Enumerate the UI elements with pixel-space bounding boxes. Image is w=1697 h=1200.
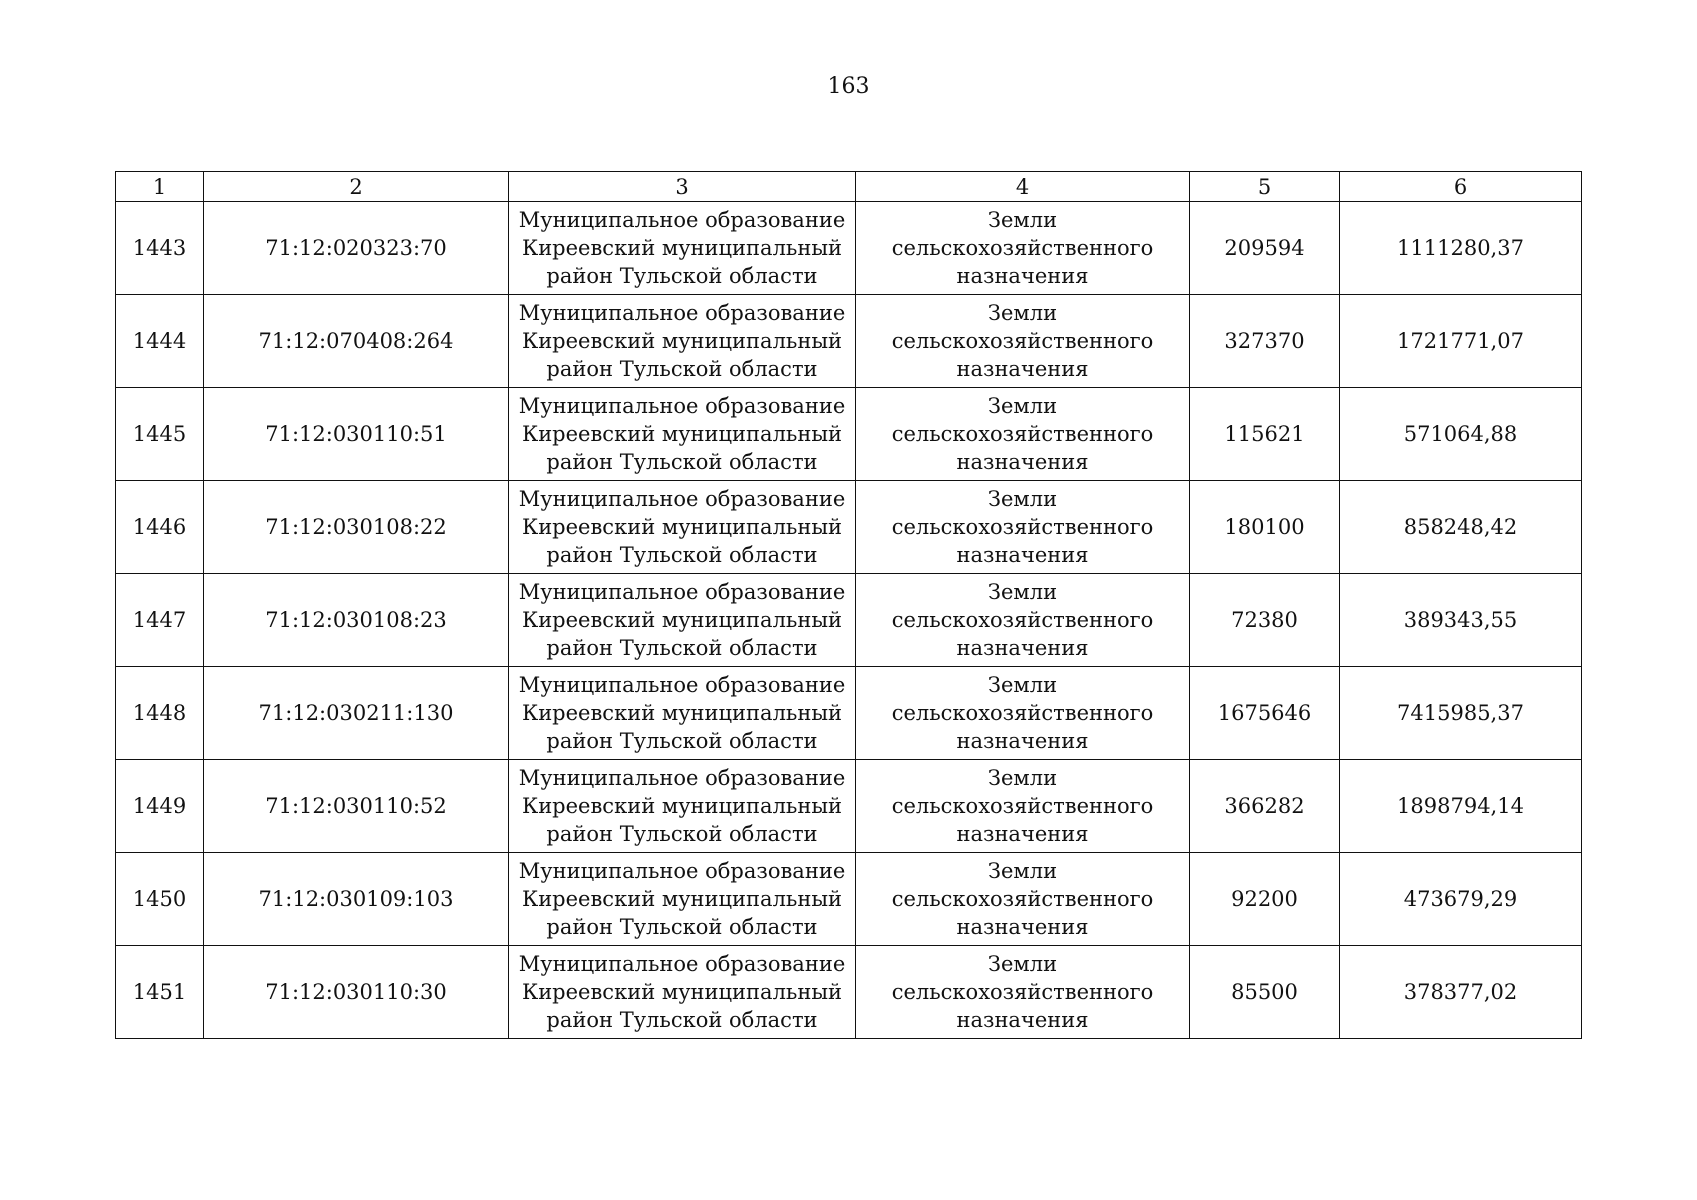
owner: Муниципальное образование Киреевский муниципальный район Тульской области [509,388,856,481]
area: 92200 [1190,853,1340,946]
cadastral-number: 71:12:030108:22 [204,481,509,574]
area: 85500 [1190,946,1340,1039]
owner: Муниципальное образование Киреевский муниципальный район Тульской области [509,481,856,574]
cadastral-number: 71:12:030110:52 [204,760,509,853]
land-category: Земли сельскохозяйственного назначения [856,574,1190,667]
land-plots-table [115,171,1582,1039]
table-row [116,760,1582,853]
row-number: 1444 [116,295,204,388]
land-category: Земли сельскохозяйственного назначения [856,667,1190,760]
table-row [116,853,1582,946]
land-category: Земли сельскохозяйственного назначения [856,481,1190,574]
owner: Муниципальное образование Киреевский муниципальный район Тульской области [509,760,856,853]
cadastral-number: 71:12:030110:30 [204,946,509,1039]
owner: Муниципальное образование Киреевский муниципальный район Тульской области [509,853,856,946]
cadastral-number: 71:12:030110:51 [204,388,509,481]
land-category: Земли сельскохозяйственного назначения [856,388,1190,481]
cadastral-value: 389343,55 [1340,574,1582,667]
cadastral-value: 7415985,37 [1340,667,1582,760]
land-category: Земли сельскохозяйственного назначения [856,202,1190,295]
area: 1675646 [1190,667,1340,760]
owner: Муниципальное образование Киреевский муниципальный район Тульской области [509,295,856,388]
cadastral-value: 571064,88 [1340,388,1582,481]
column-header-5: 5 [1190,172,1340,202]
row-number: 1446 [116,481,204,574]
table-row [116,202,1582,295]
owner: Муниципальное образование Киреевский муниципальный район Тульской области [509,946,856,1039]
column-header-6: 6 [1340,172,1582,202]
cadastral-number: 71:12:070408:264 [204,295,509,388]
table-row [116,574,1582,667]
table-header [116,172,1582,202]
area: 115621 [1190,388,1340,481]
area: 209594 [1190,202,1340,295]
table-row [116,481,1582,574]
area: 180100 [1190,481,1340,574]
cadastral-value: 473679,29 [1340,853,1582,946]
table-row [116,388,1582,481]
owner: Муниципальное образование Киреевский муниципальный район Тульской области [509,574,856,667]
row-number: 1449 [116,760,204,853]
cadastral-value: 1898794,14 [1340,760,1582,853]
cadastral-value: 858248,42 [1340,481,1582,574]
table-row [116,946,1582,1039]
table-row [116,295,1582,388]
area: 366282 [1190,760,1340,853]
row-number: 1443 [116,202,204,295]
row-number: 1447 [116,574,204,667]
table-body [116,202,1582,1039]
column-header-2: 2 [204,172,509,202]
column-header-4: 4 [856,172,1190,202]
land-category: Земли сельскохозяйственного назначения [856,946,1190,1039]
cadastral-number: 71:12:030211:130 [204,667,509,760]
cadastral-value: 378377,02 [1340,946,1582,1039]
header-row [116,172,1582,202]
area: 72380 [1190,574,1340,667]
cadastral-value: 1721771,07 [1340,295,1582,388]
land-category: Земли сельскохозяйственного назначения [856,295,1190,388]
land-category: Земли сельскохозяйственного назначения [856,760,1190,853]
table-row [116,667,1582,760]
land-category: Земли сельскохозяйственного назначения [856,853,1190,946]
area: 327370 [1190,295,1340,388]
row-number: 1445 [116,388,204,481]
row-number: 1448 [116,667,204,760]
column-header-3: 3 [509,172,856,202]
cadastral-number: 71:12:020323:70 [204,202,509,295]
column-header-1: 1 [116,172,204,202]
cadastral-number: 71:12:030109:103 [204,853,509,946]
cadastral-number: 71:12:030108:23 [204,574,509,667]
row-number: 1450 [116,853,204,946]
owner: Муниципальное образование Киреевский муниципальный район Тульской области [509,202,856,295]
row-number: 1451 [116,946,204,1039]
cadastral-value: 1111280,37 [1340,202,1582,295]
page-number: 163 [827,74,870,99]
owner: Муниципальное образование Киреевский муниципальный район Тульской области [509,667,856,760]
